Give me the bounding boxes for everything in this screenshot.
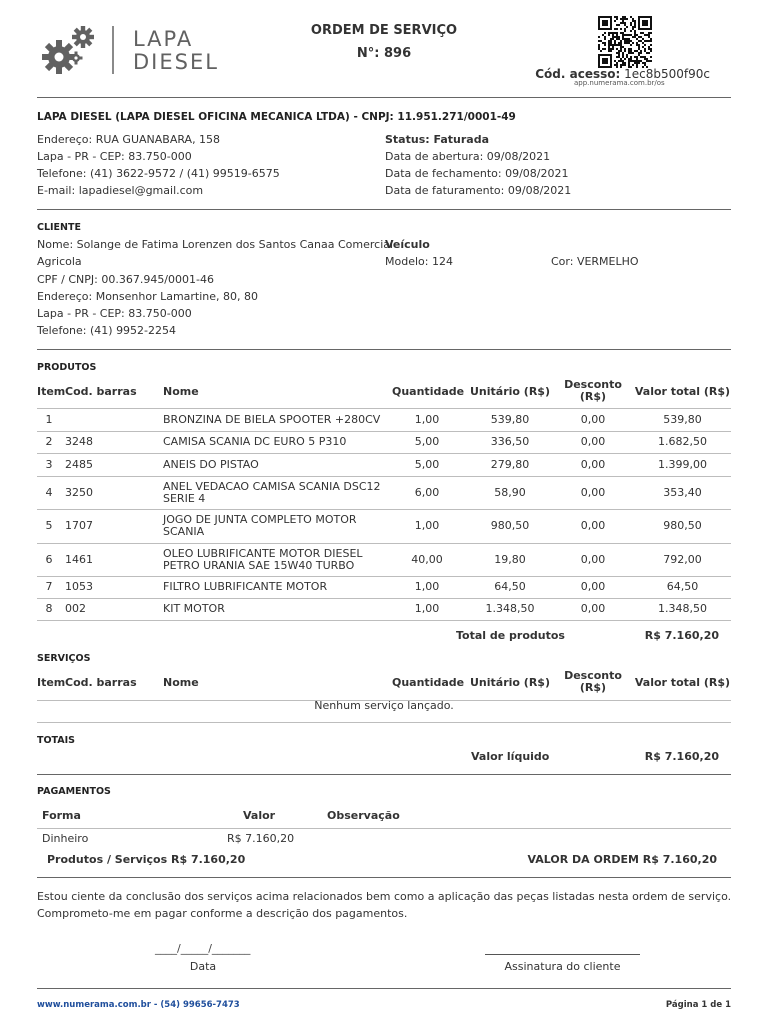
cell-name: OLEO LUBRIFICANTE MOTOR DIESEL PETRO URANIA SAE 15W40 TURBO xyxy=(163,546,363,572)
client-city: Lapa - PR - CEP: 83.750-000 xyxy=(37,307,192,320)
col-header-form: Forma xyxy=(42,809,81,822)
cell-discount: 0,00 xyxy=(580,580,606,593)
billed-date: Data de faturamento: 09/08/2021 xyxy=(385,184,572,197)
cell-unit: 980,50 xyxy=(490,519,530,532)
cell-item: 2 xyxy=(45,435,53,448)
header-divider xyxy=(37,828,731,829)
signature-line xyxy=(485,954,640,955)
cell-name: ANEL VEDACAO CAMISA SCANIA DSC12 SERIE 4 xyxy=(163,479,381,505)
cell-total: 1.682,50 xyxy=(658,435,707,448)
cell-qty: 1,00 xyxy=(414,519,440,532)
cell-unit: 64,50 xyxy=(494,580,526,593)
col-header-unit: Unitário (R$) xyxy=(470,676,550,689)
cell-barcode: 1461 xyxy=(65,552,93,566)
document-title: ORDEM DE SERVIÇO xyxy=(310,23,458,38)
cell-name: CAMISA SCANIA DC EURO 5 P310 xyxy=(163,435,347,448)
divider xyxy=(37,774,731,775)
cell-total: 792,00 xyxy=(663,552,702,566)
totals-section-title: TOTAIS xyxy=(37,735,76,746)
cell-total: 1.399,00 xyxy=(658,457,707,471)
divider xyxy=(37,877,731,878)
cell-item: 1 xyxy=(45,413,53,426)
footer-website-link[interactable]: www.numerama.com.br - (54) 99656-7473 xyxy=(37,1000,240,1010)
cell-unit: 279,80 xyxy=(490,457,530,471)
company-email: E-mail: lapadiesel@gmail.com xyxy=(37,184,204,197)
client-section-title: CLIENTE xyxy=(37,222,81,233)
cell-unit: 539,80 xyxy=(490,413,530,426)
cell-name: JOGO DE JUNTA COMPLETO MOTOR SCANIA xyxy=(163,513,357,538)
cell-barcode xyxy=(65,409,155,431)
company-name: LAPA DIESEL (LAPA DIESEL OFICINA MECANICA LTDA) - CNPJ: 11.951.271/0001-49 xyxy=(37,111,516,123)
cell-qty: 1,00 xyxy=(414,580,440,593)
payment-value: R$ 7.160,20 xyxy=(227,832,295,845)
col-header-qty: Quantidade xyxy=(392,676,465,689)
divider xyxy=(37,97,731,98)
services-section-title: SERVIÇOS xyxy=(37,653,91,664)
cell-unit: 19,80 xyxy=(494,552,526,566)
company-city: Lapa - PR - CEP: 83.750-000 xyxy=(37,150,192,163)
cell-qty: 40,00 xyxy=(411,552,443,566)
declaration-line-1: Estou ciente da conclusão dos serviços acima relacionados bem como a aplicação das peças listadas nesta ordem de serviço. xyxy=(37,890,732,903)
qr-code xyxy=(598,16,652,68)
access-url: app.numerama.com.br/os xyxy=(574,79,665,87)
cell-discount: 0,00 xyxy=(580,413,606,426)
row-divider xyxy=(37,722,731,723)
order-status: Status: Faturada xyxy=(385,133,489,146)
company-logo xyxy=(40,24,220,80)
cell-qty: 5,00 xyxy=(414,435,440,448)
col-header-qty: Quantidade xyxy=(392,385,465,398)
col-header-discount: Desconto (R$) xyxy=(564,669,622,694)
payments-summary-right: VALOR DA ORDEM R$ 7.160,20 xyxy=(527,853,717,866)
cell-total: 539,80 xyxy=(663,413,702,426)
row-divider xyxy=(37,620,731,621)
client-phone: Telefone: (41) 9952-2254 xyxy=(37,324,177,337)
cell-unit: 58,90 xyxy=(494,485,526,499)
cell-barcode: 3248 xyxy=(65,435,93,448)
cell-total: 1.348,50 xyxy=(658,602,707,615)
access-code-label: Cód. acesso: xyxy=(535,67,621,81)
access-code-value: 1ec8b500f90c xyxy=(624,67,710,81)
cell-name: FILTRO LUBRIFICANTE MOTOR xyxy=(163,580,328,593)
cell-name: ANEIS DO PISTAO xyxy=(163,457,259,471)
cell-discount: 0,00 xyxy=(580,485,606,499)
products-total-label: Total de produtos xyxy=(456,629,565,642)
declaration-line-2: Comprometo-me em pagar conforme a descrição dos pagamentos. xyxy=(37,907,408,920)
payments-section-title: PAGAMENTOS xyxy=(37,786,111,797)
products-total-value: R$ 7.160,20 xyxy=(644,629,719,642)
company-address: Endereço: RUA GUANABARA, 158 xyxy=(37,133,221,146)
cell-item: 6 xyxy=(45,552,53,566)
opened-date: Data de abertura: 09/08/2021 xyxy=(385,150,551,163)
cell-discount: 0,00 xyxy=(580,519,606,532)
divider xyxy=(37,209,731,210)
cell-item: 8 xyxy=(45,602,53,615)
col-header-item: Item xyxy=(37,385,66,398)
cell-qty: 6,00 xyxy=(414,485,440,499)
cell-item: 7 xyxy=(45,580,53,593)
date-label: Data xyxy=(189,960,217,973)
company-phone: Telefone: (41) 3622-9572 / (41) 99519-6575 xyxy=(37,167,280,180)
payments-summary-left: Produtos / Serviços R$ 7.160,20 xyxy=(47,853,246,866)
cell-discount: 0,00 xyxy=(580,552,606,566)
client-name: Nome: Solange de Fatima Lorenzen dos Santos Canaa Comercial xyxy=(37,238,394,251)
cell-barcode: 3250 xyxy=(65,485,93,499)
vehicle-title: Veículo xyxy=(385,238,430,251)
client-address: Endereço: Monsenhor Lamartine, 80, 80 xyxy=(37,290,259,303)
signature-label: Assinatura do cliente xyxy=(504,960,621,973)
order-number: N°: 896 xyxy=(356,46,412,61)
col-header-name: Nome xyxy=(163,676,199,689)
col-header-name: Nome xyxy=(163,385,199,398)
client-document: CPF / CNPJ: 00.367.945/0001-46 xyxy=(37,273,214,286)
cell-discount: 0,00 xyxy=(580,602,606,615)
col-header-discount: Desconto (R$) xyxy=(564,378,622,403)
products-section-title: PRODUTOS xyxy=(37,362,97,373)
col-header-total: Valor total (R$) xyxy=(634,676,731,689)
cell-total: 980,50 xyxy=(663,519,702,532)
col-header-barcode: Cod. barras xyxy=(65,676,137,689)
net-value: R$ 7.160,20 xyxy=(644,750,719,763)
gears-icon xyxy=(40,24,98,76)
col-header-item: Item xyxy=(37,676,66,689)
cell-unit: 1.348,50 xyxy=(485,602,535,615)
divider xyxy=(37,349,731,350)
cell-item: 5 xyxy=(45,519,53,532)
col-header-total: Valor total (R$) xyxy=(634,385,731,398)
cell-discount: 0,00 xyxy=(580,435,606,448)
col-header-note: Observação xyxy=(327,809,400,822)
logo-divider xyxy=(112,26,114,74)
cell-name: BRONZINA DE BIELA SPOOTER +280CV xyxy=(163,413,381,426)
client-name-cont: Agricola xyxy=(37,255,82,268)
vehicle-color: Cor: VERMELHO xyxy=(551,255,639,268)
cell-item: 3 xyxy=(45,457,53,471)
footer-page-number: Página 1 de 1 xyxy=(665,1000,731,1010)
cell-qty: 5,00 xyxy=(414,457,440,471)
cell-unit: 336,50 xyxy=(490,435,530,448)
cell-name: KIT MOTOR xyxy=(163,602,225,615)
cell-item: 4 xyxy=(45,485,53,499)
cell-barcode: 2485 xyxy=(65,457,93,471)
cell-qty: 1,00 xyxy=(414,413,440,426)
date-placeholder: ____/_____/_______ xyxy=(155,942,251,955)
col-header-value: Valor xyxy=(243,809,276,822)
divider xyxy=(37,988,731,989)
net-value-label: Valor líquido xyxy=(471,750,550,763)
payment-form: Dinheiro xyxy=(42,832,89,845)
cell-total: 353,40 xyxy=(663,485,702,499)
cell-total: 64,50 xyxy=(666,580,699,593)
cell-barcode: 1053 xyxy=(65,580,93,593)
closed-date: Data de fechamento: 09/08/2021 xyxy=(385,167,569,180)
logo-text-diesel: DIESEL xyxy=(133,50,219,74)
cell-barcode: 002 xyxy=(65,602,86,615)
logo-text-lapa: LAPA xyxy=(133,27,194,51)
col-header-barcode: Cod. barras xyxy=(65,385,137,398)
cell-barcode: 1707 xyxy=(65,519,93,532)
cell-qty: 1,00 xyxy=(414,602,440,615)
vehicle-model: Modelo: 124 xyxy=(385,255,453,268)
services-empty-message: Nenhum serviço lançado. xyxy=(314,699,454,712)
col-header-unit: Unitário (R$) xyxy=(470,385,550,398)
cell-discount: 0,00 xyxy=(580,457,606,471)
